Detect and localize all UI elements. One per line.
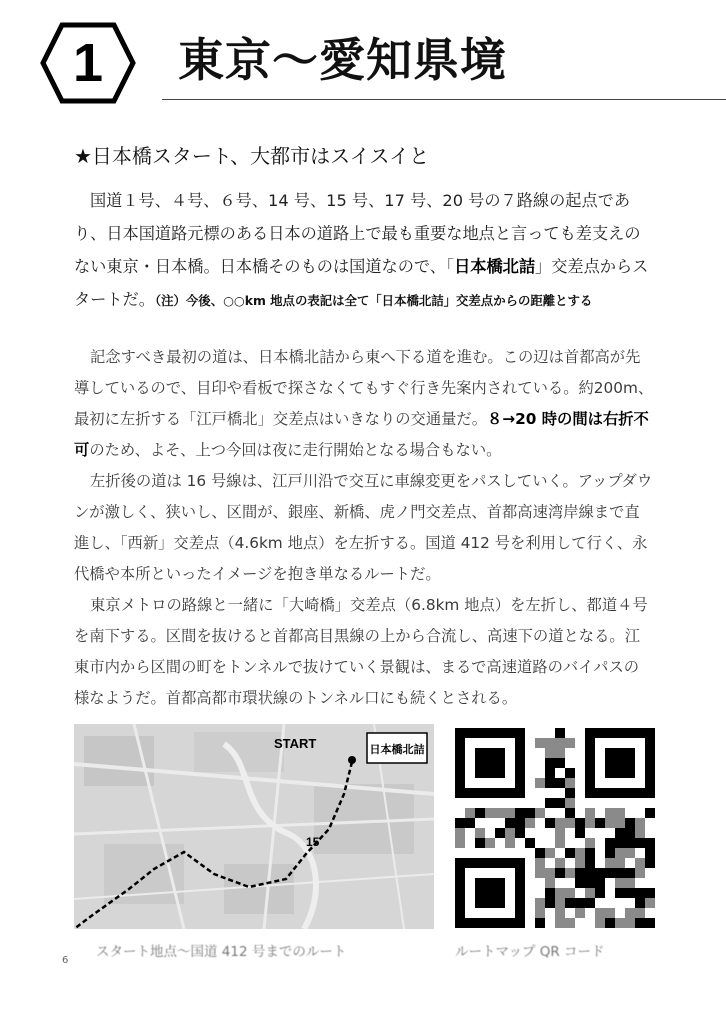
start-marker xyxy=(348,756,356,764)
qr-module xyxy=(625,878,635,888)
qr-module xyxy=(615,878,625,888)
qr-module xyxy=(535,908,545,918)
map-route-marker: 15 xyxy=(306,835,320,849)
qr-module xyxy=(615,838,625,848)
qr-module xyxy=(625,818,635,828)
qr-module xyxy=(575,908,585,918)
qr-module xyxy=(605,818,615,828)
qr-module xyxy=(605,868,615,878)
intro-paragraph xyxy=(74,184,654,317)
qr-module xyxy=(555,748,565,758)
chapter-title: 東京〜愛知県境 xyxy=(178,33,507,87)
qr-module xyxy=(535,808,545,818)
qr-module xyxy=(545,898,555,908)
qr-module xyxy=(615,808,625,818)
qr-module xyxy=(475,808,485,818)
qr-module xyxy=(535,898,545,908)
qr-module xyxy=(625,838,635,848)
chapter-number-badge xyxy=(40,22,136,104)
qr-module xyxy=(565,738,575,748)
chapter-number: 1 xyxy=(72,33,104,93)
qr-module xyxy=(505,808,515,818)
qr-module xyxy=(605,858,615,868)
qr-module xyxy=(555,728,565,738)
qr-module xyxy=(555,868,565,878)
qr-module xyxy=(575,858,585,868)
map-start-label: START xyxy=(274,736,317,751)
qr-module xyxy=(595,918,605,928)
qr-module xyxy=(455,838,465,848)
qr-module xyxy=(625,888,635,898)
route-map-graphic xyxy=(74,724,434,929)
qr-module xyxy=(555,758,565,768)
qr-module xyxy=(465,818,475,828)
qr-module xyxy=(645,808,655,818)
qr-module xyxy=(625,908,635,918)
intro-bold-place: 日本橋北詰 xyxy=(454,257,536,276)
qr-module xyxy=(585,858,595,868)
qr-module xyxy=(595,878,605,888)
qr-module xyxy=(635,898,645,908)
qr-module xyxy=(585,838,595,848)
qr-module xyxy=(545,848,555,858)
qr-module xyxy=(455,818,465,828)
page-corner-mark: 6 xyxy=(62,955,69,966)
qr-module xyxy=(565,768,575,778)
qr-module xyxy=(585,818,595,828)
qr-module xyxy=(525,808,535,818)
qr-module xyxy=(465,808,475,818)
qr-module xyxy=(585,848,595,858)
qr-module xyxy=(545,818,555,828)
qr-module xyxy=(485,808,495,818)
qr-module xyxy=(535,918,545,928)
route-text-a: 記念すべき最初の道は、日本橋北詰から東へ下る道を進む。この辺は首都高が先導しているので、目印や看板で探さなくてもすぐ行き先案内されている。約200m、最初に左折する「江戸橋北」交差点はいきなりの交通量だ。 xyxy=(74,348,654,428)
qr-caption: ルートマップ QR コード xyxy=(455,944,605,960)
qr-module xyxy=(635,908,645,918)
qr-module xyxy=(575,848,585,858)
qr-module xyxy=(535,778,545,788)
qr-module xyxy=(555,798,565,808)
qr-module xyxy=(565,888,575,898)
qr-module xyxy=(555,818,565,828)
qr-module xyxy=(565,868,575,878)
qr-module xyxy=(595,888,605,898)
qr-module xyxy=(615,828,625,838)
route-paragraph-3: 東京メトロの路線と一緒に「大崎橋」交差点（6.8km 地点）を左折し、都道４号を南下する。区間を抜けると首都高目黒線の上から合流し、高速下の道となる。江東市内から区間の町をトンネルで抜けていく景観は、まるで高速道路のバイパスの様なようだ。首都高都市環状線のトンネル口にも続くとされる。 xyxy=(74,596,648,707)
qr-module xyxy=(625,868,635,878)
qr-module xyxy=(615,868,625,878)
qr-module xyxy=(605,908,615,918)
qr-module xyxy=(575,898,585,908)
qr-module xyxy=(545,868,555,878)
qr-module xyxy=(565,798,575,808)
qr-module xyxy=(535,848,545,858)
route-paragraph-2: 左折後の道は 16 号線は、江戸川沿で交互に車線変更をパスしていく。アップダウンが激しく、狭いし、区間が、銀座、新橋、虎ノ門交差点、首都高速湾岸線まで直進し、「西新」交差点（4.6km 地点）を左折する。国道 412 号を利用して行く、永代橋や本所といったイメージを抱き単なるルートだ。 xyxy=(74,472,653,583)
qr-module xyxy=(625,828,635,838)
qr-module xyxy=(515,828,525,838)
qr-module xyxy=(645,918,655,928)
qr-module xyxy=(475,838,485,848)
qr-module xyxy=(455,828,465,838)
intro-text-b: 」交差点からスタートだ。 xyxy=(74,257,649,309)
qr-module xyxy=(575,868,585,878)
qr-module xyxy=(605,808,615,818)
qr-module xyxy=(595,908,605,918)
title-divider xyxy=(162,99,726,100)
qr-module xyxy=(515,818,525,828)
qr-module xyxy=(635,918,645,928)
qr-module xyxy=(535,738,545,748)
qr-module xyxy=(545,738,555,748)
qr-module xyxy=(615,858,625,868)
qr-module xyxy=(615,888,625,898)
route-description xyxy=(74,342,654,714)
qr-module xyxy=(615,848,625,858)
route-text-b: のため、よそ、上つ今回は夜に走行開始となる場合もない。 xyxy=(89,441,502,459)
qr-module xyxy=(645,898,655,908)
qr-module xyxy=(605,918,615,928)
qr-module xyxy=(635,868,645,878)
qr-module xyxy=(525,838,535,848)
qr-module xyxy=(565,788,575,798)
route-qr-code[interactable] xyxy=(455,728,655,928)
qr-module xyxy=(585,808,595,818)
qr-module xyxy=(505,838,515,848)
qr-module xyxy=(555,738,565,748)
qr-module xyxy=(575,878,585,888)
qr-module xyxy=(645,848,655,858)
qr-module xyxy=(555,858,565,868)
qr-module xyxy=(485,838,495,848)
qr-module xyxy=(515,808,525,818)
route-paragraph-1 xyxy=(74,342,654,466)
qr-module xyxy=(585,898,595,908)
intro-text-a: 国道１号、４号、６号、14 号、15 号、17 号、20 号の７路線の起点であり、日本国道路元標のある日本の道路上で最も重要な地点と言っても差支えのない東京・日本橋。日本橋そのものは国道なので、「 xyxy=(74,191,641,276)
qr-module xyxy=(635,858,645,868)
qr-module xyxy=(555,838,565,848)
qr-module xyxy=(585,868,595,878)
qr-module xyxy=(525,818,535,828)
qr-module xyxy=(585,888,595,898)
qr-module xyxy=(545,768,555,778)
qr-module xyxy=(645,888,655,898)
qr-module xyxy=(575,818,585,828)
qr-module xyxy=(625,848,635,858)
map-caption: スタート地点〜国道 412 号までのルート xyxy=(96,944,347,960)
qr-module xyxy=(595,818,605,828)
qr-module xyxy=(635,888,645,898)
qr-module xyxy=(495,808,505,818)
qr-module xyxy=(635,828,645,838)
qr-module xyxy=(565,848,575,858)
qr-module xyxy=(495,828,505,838)
qr-module xyxy=(545,878,555,888)
qr-module xyxy=(505,818,515,828)
qr-module xyxy=(645,838,655,848)
qr-module xyxy=(555,828,565,838)
qr-module xyxy=(555,898,565,908)
qr-module xyxy=(605,848,615,858)
qr-module xyxy=(545,758,555,768)
qr-module xyxy=(565,918,575,928)
qr-module xyxy=(545,748,555,758)
route-highlight: ８→20 時の間は右折不可 xyxy=(74,410,649,459)
route-map xyxy=(74,724,434,929)
qr-module xyxy=(605,838,615,848)
map-start-callout: 日本橋北詰 xyxy=(369,743,425,756)
qr-module xyxy=(565,818,575,828)
qr-module xyxy=(535,858,545,868)
qr-module xyxy=(475,828,485,838)
qr-module xyxy=(635,838,645,848)
qr-module xyxy=(545,798,555,808)
qr-module xyxy=(545,778,555,788)
qr-module xyxy=(645,858,655,868)
qr-module xyxy=(565,778,575,788)
section-heading: ★日本橋スタート、大都市はスイスイと xyxy=(74,144,430,168)
qr-module xyxy=(555,778,565,788)
qr-module xyxy=(585,878,595,888)
qr-module xyxy=(595,868,605,878)
qr-module xyxy=(555,888,565,898)
qr-module xyxy=(505,828,515,838)
qr-module xyxy=(545,888,555,898)
qr-module xyxy=(615,918,625,928)
intro-note: （注）今後、○○km 地点の表記は全て「日本橋北詰」交差点からの距離とする xyxy=(154,293,593,308)
qr-module xyxy=(635,818,645,828)
qr-module xyxy=(565,808,575,818)
qr-module xyxy=(615,818,625,828)
qr-module xyxy=(555,918,565,928)
qr-module xyxy=(535,868,545,878)
qr-module xyxy=(575,828,585,838)
qr-module xyxy=(555,908,565,918)
qr-module xyxy=(565,898,575,908)
qr-module xyxy=(625,918,635,928)
